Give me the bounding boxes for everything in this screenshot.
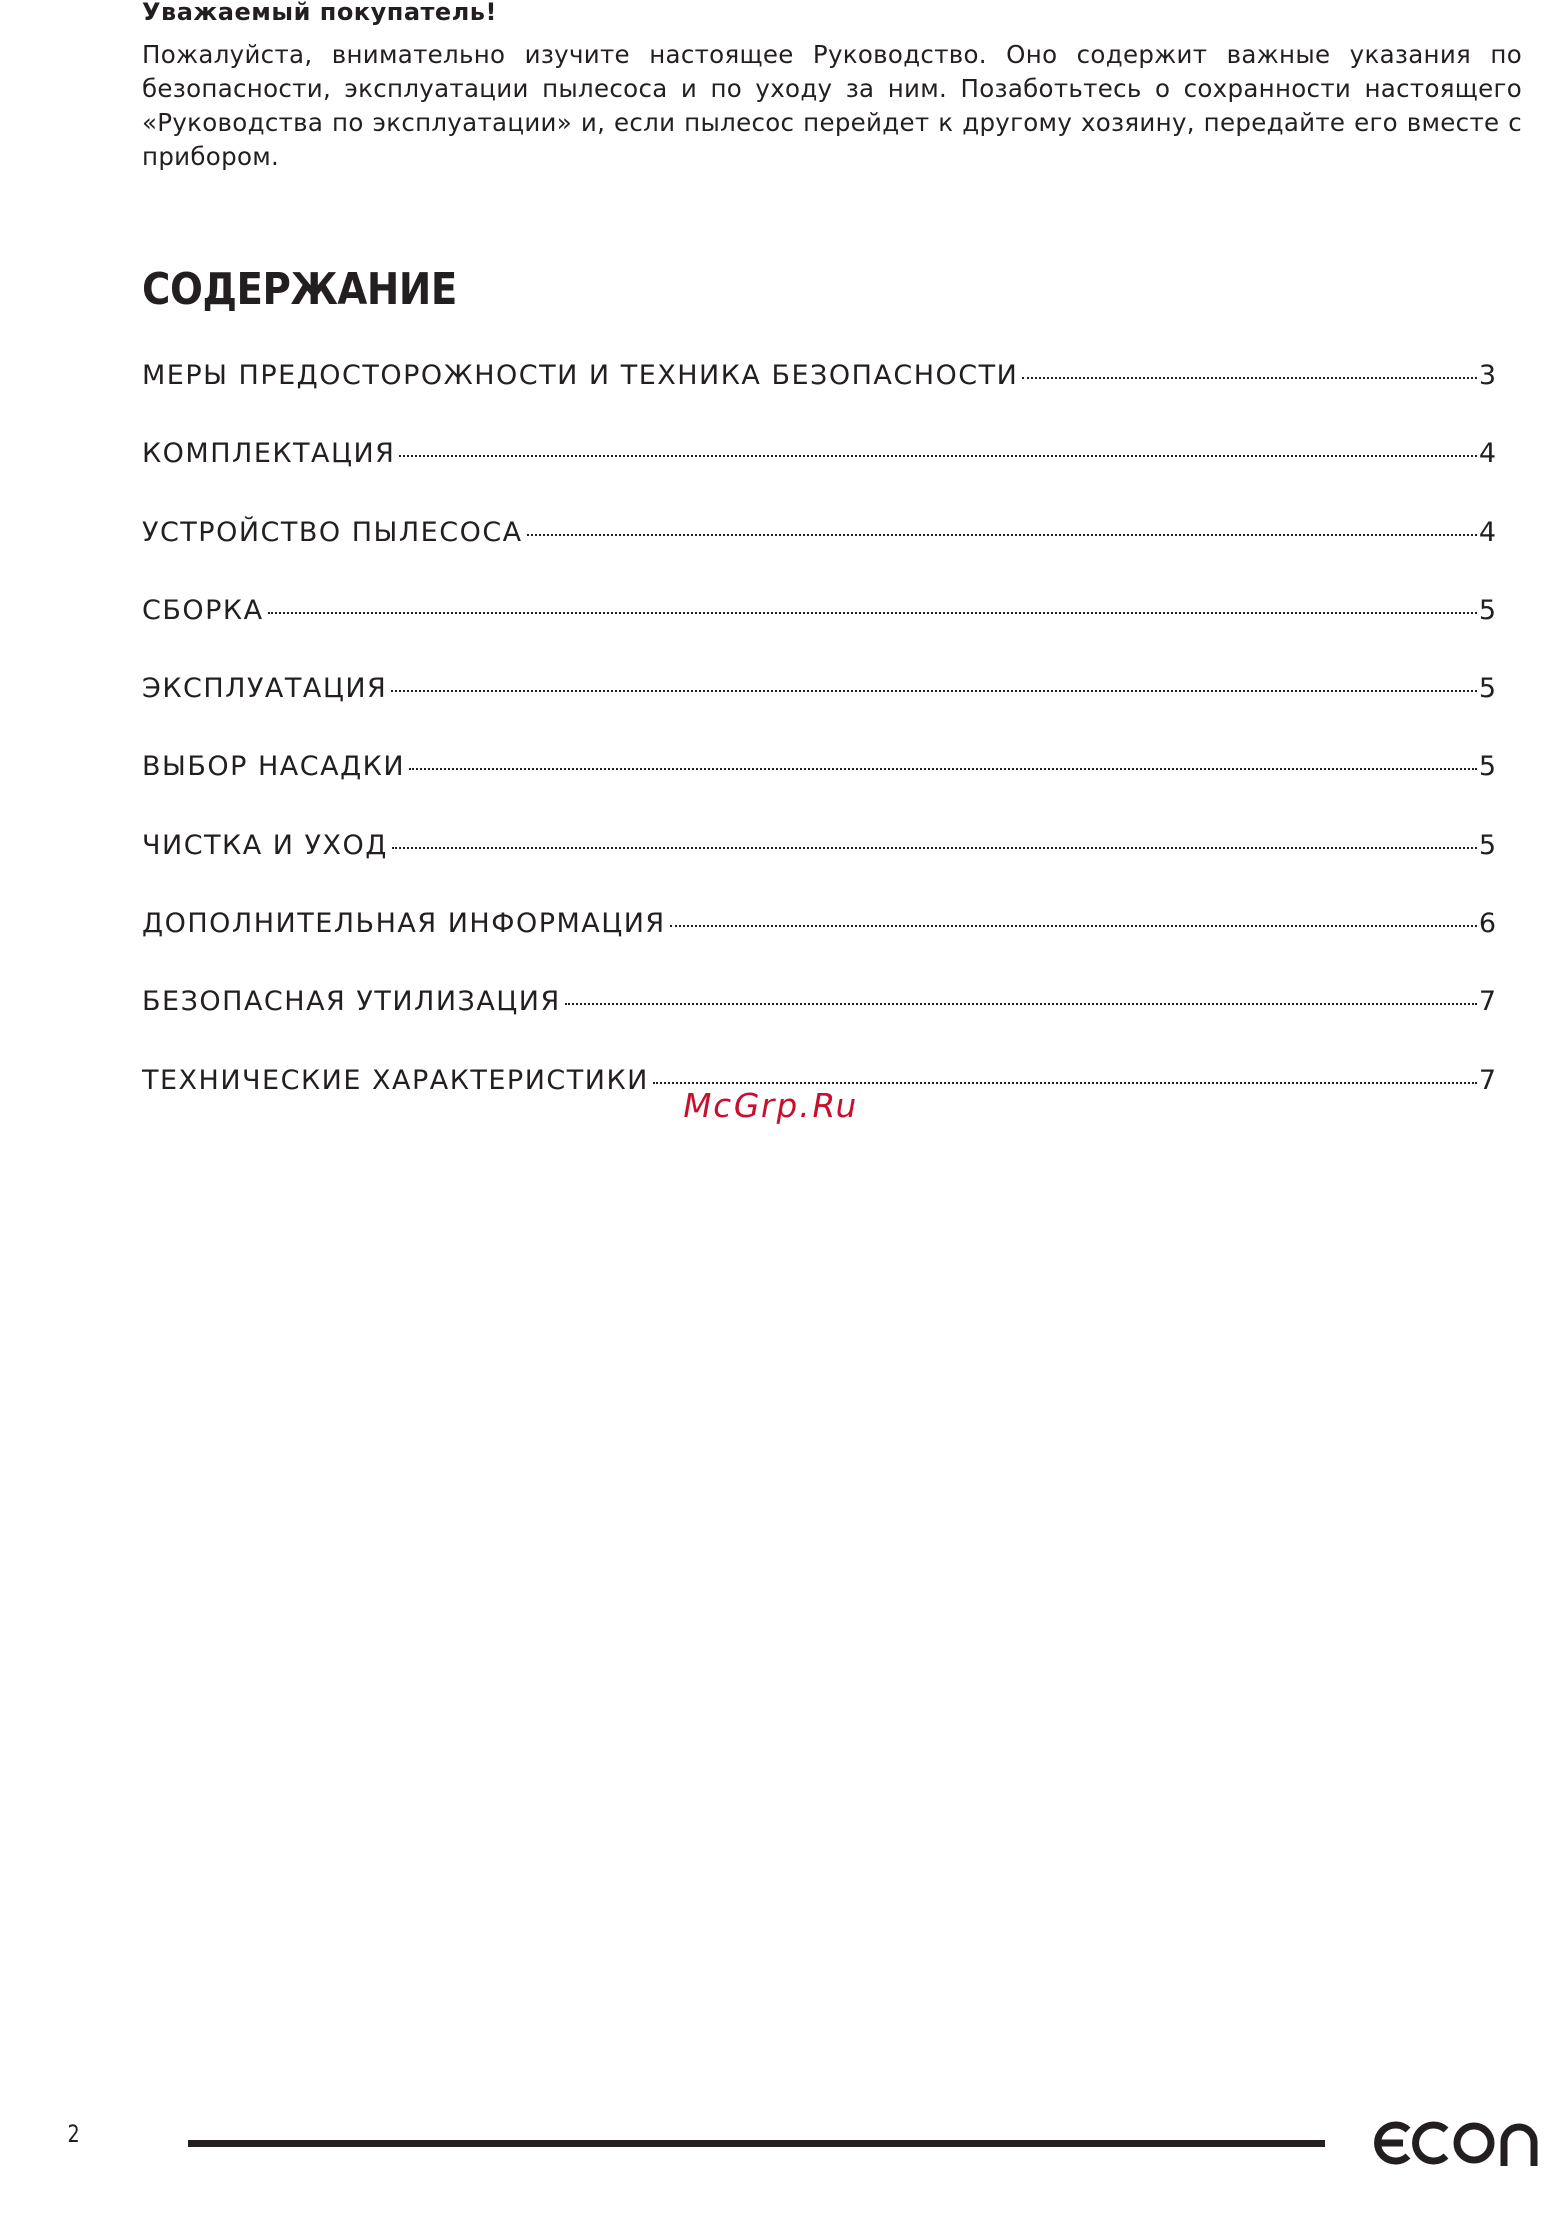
toc-item[interactable] (142, 360, 1496, 438)
toc-item-label: ЭКСПЛУАТАЦИЯ (142, 673, 388, 705)
toc-item-page: 4 (1478, 438, 1496, 470)
toc-item[interactable] (142, 830, 1496, 908)
toc-leader-dots (653, 1082, 1477, 1084)
footer-rule (188, 2140, 1325, 2147)
toc-item[interactable] (142, 595, 1496, 673)
econ-logo-icon (1370, 2114, 1548, 2170)
toc-item-page: 5 (1478, 829, 1496, 861)
page-number: 2 (67, 2120, 80, 2148)
toc-leader-dots (268, 612, 1477, 614)
toc-item-page: 4 (1478, 516, 1496, 548)
toc-leader-dots (391, 690, 1477, 692)
table-of-contents (142, 360, 1496, 1143)
toc-item-label: ДОПОЛНИТЕЛЬНАЯ ИНФОРМАЦИЯ (142, 908, 666, 940)
toc-title: СОДЕРЖАНИЕ (142, 264, 457, 315)
toc-item-page: 5 (1478, 594, 1496, 626)
toc-item-label: СБОРКА (142, 594, 264, 626)
toc-leader-dots (527, 534, 1477, 536)
toc-item-label: БЕЗОПАСНАЯ УТИЛИЗАЦИЯ (142, 986, 561, 1018)
toc-item-label: ВЫБОР НАСАДКИ (142, 751, 406, 783)
toc-leader-dots (399, 455, 1476, 457)
toc-item-page: 7 (1478, 986, 1496, 1018)
toc-item-page: 6 (1478, 908, 1496, 940)
toc-item-label: МЕРЫ ПРЕДОСТОРОЖНОСТИ И ТЕХНИКА БЕЗОПАСНОСТИ (142, 360, 1019, 391)
toc-item[interactable] (142, 438, 1496, 516)
toc-item[interactable] (142, 517, 1496, 595)
toc-leader-dots (392, 847, 1477, 849)
intro-paragraph: Пожалуйста, внимательно изучите настоящее Руководство. Оно содержит важные указания по безопасности, эксплуатации пылесоса и по уходу за ним. Позаботьтесь о сохранности настоящего «Руководства по эксплуатации» и, если пылесос перейдет к другому хозяину, передайте его вместе с прибором. (142, 40, 1522, 171)
toc-leader-dots (670, 925, 1477, 927)
toc-item[interactable] (142, 673, 1496, 751)
toc-item-label: УСТРОЙСТВО ПЫЛЕСОСА (142, 516, 523, 548)
toc-item-page: 5 (1478, 751, 1496, 783)
toc-item-label: ТЕХНИЧЕСКИЕ ХАРАКТЕРИСТИКИ (142, 1064, 649, 1096)
toc-item[interactable] (142, 908, 1496, 986)
toc-leader-dots (565, 1003, 1477, 1005)
watermark: McGrp.Ru (679, 1086, 863, 1125)
toc-item-page: 5 (1478, 673, 1496, 705)
toc-item-page: 3 (1478, 360, 1496, 391)
toc-leader-dots (1022, 377, 1476, 379)
toc-item-label: КОМПЛЕКТАЦИЯ (142, 438, 396, 470)
greeting: Уважаемый покупатель! (142, 0, 497, 26)
toc-leader-dots (409, 768, 1477, 770)
toc-item[interactable] (142, 986, 1496, 1064)
toc-item[interactable] (142, 751, 1496, 829)
toc-item-label: ЧИСТКА И УХОД (142, 829, 388, 861)
toc-item-page: 7 (1478, 1064, 1496, 1096)
